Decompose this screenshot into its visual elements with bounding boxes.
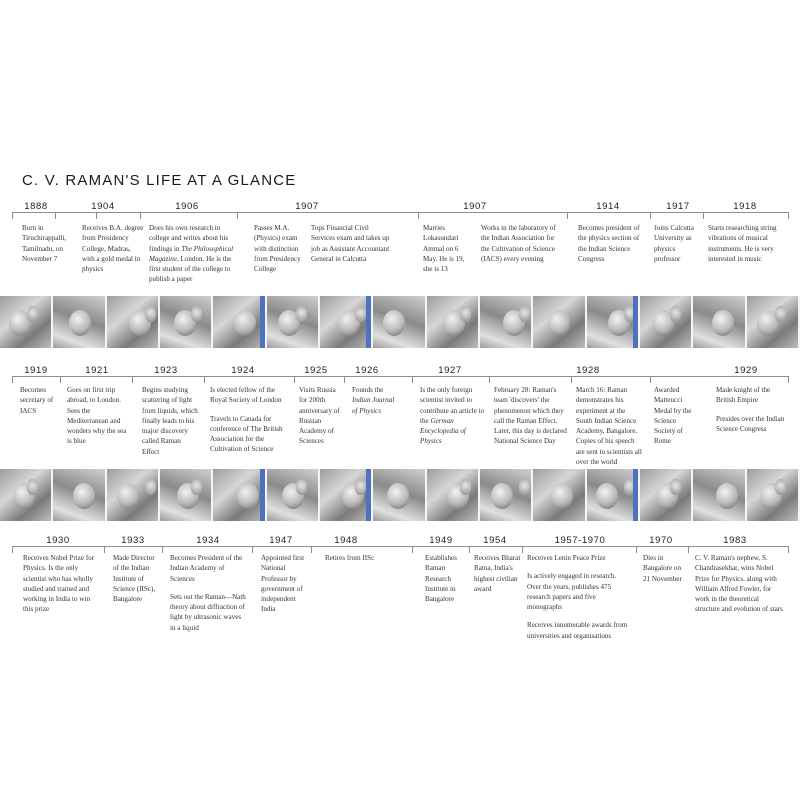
- event-text: March 16: Raman demonstrates his experiment at the South Indian Science Academy, Bangalore. Copies of his speech are sent to scientists all over the world: [576, 386, 642, 467]
- portrait-photo: [160, 469, 213, 521]
- portrait-photo: [693, 296, 746, 348]
- timeline-year: 1917: [666, 201, 690, 212]
- portrait-photo: [427, 296, 480, 348]
- event-text: Receives B.A. degree from Presidency College, Madras, with a gold medal in physics: [82, 224, 144, 274]
- portrait-hand: [670, 479, 681, 495]
- portrait-photo: [53, 469, 106, 521]
- event-text: Dies in Bangalore on 21 November: [643, 554, 682, 583]
- timeline-tick: [55, 212, 56, 219]
- portrait-photo: [587, 469, 640, 521]
- timeline-event: [82, 223, 144, 282]
- portrait-hand: [296, 479, 307, 495]
- portrait-photo: [640, 469, 693, 521]
- timeline-year: 1957-1970: [554, 535, 606, 546]
- portrait-hand: [775, 306, 786, 322]
- portrait-hand: [27, 479, 38, 495]
- timeline-tick: [567, 212, 568, 219]
- event-text: Does his own research in college and writes about his findings in The Philosophical Magazine, London. He is the first student of the college to publish a paper: [149, 224, 234, 284]
- timeline-year: 1926: [355, 365, 379, 376]
- portrait-photo: [693, 469, 746, 521]
- portrait-head: [491, 483, 513, 509]
- portrait-photo: [747, 296, 800, 348]
- portrait-photo: [267, 296, 320, 348]
- portrait-head: [383, 310, 405, 336]
- timeline-year: 1954: [483, 535, 507, 546]
- timeline-year: 1970: [649, 535, 673, 546]
- timeline-event: [142, 385, 198, 465]
- event-text: Begins studying scattering of light from liquids, which finally leads to his major discovery called Raman Effect: [142, 386, 198, 456]
- event-text: Receives Nobel Prize for Physics. Is the only scientist who has wholly studied and trained and working in India to win this prize: [23, 554, 95, 614]
- event-text: February 28: Raman's team 'discovers' the phenomenon which they call the Raman Effect. Later, this day is declared National Science Day: [494, 386, 567, 446]
- portrait-head: [117, 483, 139, 509]
- timeline-event: [311, 223, 390, 272]
- event-text: Becomes secretary of IACS: [20, 386, 54, 415]
- timeline-tick: [703, 212, 704, 219]
- timeline-year: 1947: [269, 535, 293, 546]
- timeline-year: 1933: [121, 535, 145, 546]
- event-text: Becomes President of the Indian Academy of Sciences: [170, 554, 243, 583]
- portrait-photo: [320, 296, 373, 348]
- event-text: Travels to Canada for conference of The British Association for the Cultivation of Science: [210, 414, 283, 454]
- timeline-event: [716, 385, 786, 442]
- timeline-year: 1906: [175, 201, 199, 212]
- portrait-photo: [480, 469, 533, 521]
- event-text: Is actively engaged in research. Over the years, publishes 475 research papers and five monographs: [527, 572, 617, 612]
- timeline-year: 1930: [46, 535, 70, 546]
- timeline-tick: [140, 212, 141, 219]
- portrait-photo: [107, 296, 160, 348]
- portrait-hand: [519, 306, 530, 322]
- portrait-hand: [191, 479, 202, 495]
- event-text: Made knight of the British Empire: [716, 386, 771, 405]
- portrait-hand: [27, 306, 38, 322]
- portrait-hand: [624, 306, 635, 322]
- timeline-year: 1934: [196, 535, 220, 546]
- timeline-tick: [12, 212, 13, 219]
- portrait-photo: [53, 296, 106, 348]
- portrait-photo: [533, 469, 586, 521]
- timeline-tick: [294, 376, 295, 383]
- portrait-head: [234, 310, 256, 336]
- portrait-photo: [373, 469, 426, 521]
- timeline-event: [527, 553, 629, 649]
- timeline-year: 1927: [438, 365, 462, 376]
- event-text: Presides over the Indian Science Congress: [716, 414, 785, 433]
- portrait-hand: [145, 479, 156, 495]
- timeline-tick: [788, 212, 789, 219]
- timeline-event: [67, 385, 127, 455]
- timeline-tick: [204, 376, 205, 383]
- timeline-year: 1924: [231, 365, 255, 376]
- timeline-rule: [12, 376, 788, 377]
- timeline-rule: [12, 212, 788, 213]
- portrait-hand: [191, 306, 202, 322]
- portrait-hand: [460, 306, 471, 322]
- timeline-event: [325, 553, 405, 571]
- timeline-event: [210, 385, 288, 463]
- timeline-event: [654, 385, 698, 455]
- timeline-tick: [636, 546, 637, 553]
- event-text: Receives Lenin Peace Prize: [527, 554, 606, 562]
- timeline-event: [654, 223, 700, 272]
- portrait-photo: [373, 296, 426, 348]
- timeline-event: [643, 553, 686, 592]
- timeline-event: [576, 385, 642, 475]
- timeline-tick: [522, 546, 523, 553]
- timeline-year: 1918: [733, 201, 757, 212]
- portrait-hand: [355, 306, 366, 322]
- timeline-year: 1921: [85, 365, 109, 376]
- event-text: Born in Tiruchirappalli, Tamilnadu, on November 7: [22, 224, 67, 263]
- portrait-photo: [320, 469, 373, 521]
- timeline-event: [420, 385, 487, 455]
- event-text: Receives innumerable awards from universities and organisations: [527, 621, 628, 640]
- portrait-head: [551, 483, 573, 509]
- portrait-hand: [670, 306, 681, 322]
- timeline-year: 1928: [576, 365, 600, 376]
- event-text: Visits Russia for 200th anniversary of Russian Academy of Sciences: [299, 386, 340, 446]
- portrait-photo: [267, 469, 320, 521]
- timeline-year: 1904: [91, 201, 115, 212]
- timeline-year: 1923: [154, 365, 178, 376]
- timeline-event: [578, 223, 649, 272]
- event-text: Made Director of the Indian Institute of Science (IISc), Bangalore: [113, 554, 156, 604]
- event-text: Starts researching string vibrations of musical instruments. He is very interested in music: [708, 224, 777, 263]
- event-text: Retires from IISc: [325, 554, 375, 562]
- photo-strip: [0, 469, 800, 521]
- portrait-photo: [160, 296, 213, 348]
- portrait-photo: [213, 469, 266, 521]
- event-text: Passes M.A. (Physics) exam with distinction from Presidency College: [254, 224, 301, 274]
- event-text: C. V. Raman's nephew, S. Chandrasekhar, wins Nobel Prize for Physics, along with William Alfred Fowler, for work in the theoretical structure and evolution of stars: [695, 554, 783, 614]
- timeline-event: [170, 553, 246, 641]
- timeline-event: [425, 553, 467, 612]
- portrait-hand: [624, 479, 635, 495]
- portrait-photo: [0, 296, 53, 348]
- timeline-tick: [96, 212, 97, 219]
- timeline-tick: [60, 376, 61, 383]
- timeline-event: [22, 223, 69, 272]
- portrait-head: [73, 483, 95, 509]
- timeline-tick: [489, 376, 490, 383]
- portrait-photo: [107, 469, 160, 521]
- timeline-event: [474, 553, 522, 602]
- portrait-head: [237, 483, 259, 509]
- timeline-tick: [412, 376, 413, 383]
- portrait-hand: [519, 479, 530, 495]
- event-text: Goes on first trip abroad, to London. Sees the Mediterranean and wonders why the sea is blue: [67, 386, 127, 446]
- event-text: Works in the laboratory of the Indian Association for the Cultivation of Science (IACS) every evening: [481, 224, 556, 263]
- timeline-tick: [469, 546, 470, 553]
- timeline-event: [113, 553, 161, 612]
- timeline-tick: [311, 546, 312, 553]
- timeline-event: [149, 223, 239, 293]
- portrait-photo: [587, 296, 640, 348]
- portrait-photo: [533, 296, 586, 348]
- timeline-event: [423, 223, 473, 282]
- timeline-event: [299, 385, 341, 455]
- timeline-event: [481, 223, 564, 272]
- portrait-head: [69, 310, 91, 336]
- timeline-tick: [252, 546, 253, 553]
- photo-strip: [0, 296, 800, 348]
- timeline-year: 1914: [596, 201, 620, 212]
- event-text: Becomes president of the physics section of the Indian Science Congress: [578, 224, 640, 263]
- portrait-photo: [213, 296, 266, 348]
- timeline-event: [254, 223, 306, 282]
- event-text: Sets out the Raman—Nath theory about diffraction of light by ultrasonic waves in a liquid: [170, 592, 246, 632]
- timeline-event: [494, 385, 567, 455]
- timeline-year: 1925: [304, 365, 328, 376]
- timeline-year: 1907: [295, 201, 319, 212]
- timeline-event: [23, 553, 100, 623]
- portrait-hand: [145, 306, 156, 322]
- timeline-year: 1983: [723, 535, 747, 546]
- portrait-hand: [355, 479, 366, 495]
- timeline-tick: [418, 212, 419, 219]
- timeline-tick: [688, 546, 689, 553]
- timeline-event: [708, 223, 782, 272]
- portrait-head: [716, 483, 738, 509]
- timeline-tick: [344, 376, 345, 383]
- timeline-year: 1929: [734, 365, 758, 376]
- timeline-event: [695, 553, 783, 623]
- event-text: Receives Bharat Ratna, India's highest civilian award: [474, 554, 521, 593]
- timeline-tick: [12, 546, 13, 553]
- timeline-event: [261, 553, 307, 623]
- portrait-hand: [775, 479, 786, 495]
- timeline-rule: [12, 546, 788, 547]
- event-text: Tops Financial Civil Services exam and takes up job as Assistant Accountant General in Calcutta: [311, 224, 390, 263]
- timeline-tick: [237, 212, 238, 219]
- portrait-photo: [427, 469, 480, 521]
- timeline-tick: [788, 376, 789, 383]
- timeline-tick: [12, 376, 13, 383]
- timeline-tick: [412, 546, 413, 553]
- portrait-photo: [0, 469, 53, 521]
- timeline-year: 1919: [24, 365, 48, 376]
- timeline-tick: [650, 376, 651, 383]
- portrait-photo: [480, 296, 533, 348]
- page-title: C. V. RAMAN'S LIFE AT A GLANCE: [22, 172, 297, 189]
- event-text: Establishes Raman Research Institute in Bangalore: [425, 554, 457, 604]
- portrait-head: [548, 310, 570, 336]
- timeline-tick: [132, 376, 133, 383]
- portrait-head: [596, 483, 618, 509]
- portrait-photo: [747, 469, 800, 521]
- timeline-year: 1888: [24, 201, 48, 212]
- timeline-tick: [650, 212, 651, 219]
- event-text: Founds the Indian Journal of Physics: [352, 386, 395, 415]
- event-text: Marries Lokasundari Ammal on 6 May. He is 19, she is 13: [423, 224, 465, 274]
- timeline-year: 1949: [429, 535, 453, 546]
- timeline-event: [352, 385, 400, 424]
- portrait-head: [387, 483, 409, 509]
- event-text: Awarded Matteucci Medal by the Science Society of Rome: [654, 386, 692, 446]
- timeline-tick: [571, 376, 572, 383]
- portrait-hand: [460, 479, 471, 495]
- event-text: Is elected fellow of the Royal Society of London: [210, 386, 282, 405]
- event-text: Is the only foreign scientist invited to contribute an article to the German Encyclopedia of Physics: [420, 386, 485, 446]
- timeline-year: 1948: [334, 535, 358, 546]
- timeline-tick: [788, 546, 789, 553]
- portrait-hand: [296, 306, 307, 322]
- event-text: Joins Calcutta University as physics professor: [654, 224, 694, 263]
- portrait-photo: [640, 296, 693, 348]
- timeline-year: 1907: [463, 201, 487, 212]
- event-text: Appointed first National Professor by government of independent India: [261, 554, 305, 614]
- portrait-head: [712, 310, 734, 336]
- timeline-tick: [162, 546, 163, 553]
- timeline-tick: [104, 546, 105, 553]
- timeline-event: [20, 385, 56, 424]
